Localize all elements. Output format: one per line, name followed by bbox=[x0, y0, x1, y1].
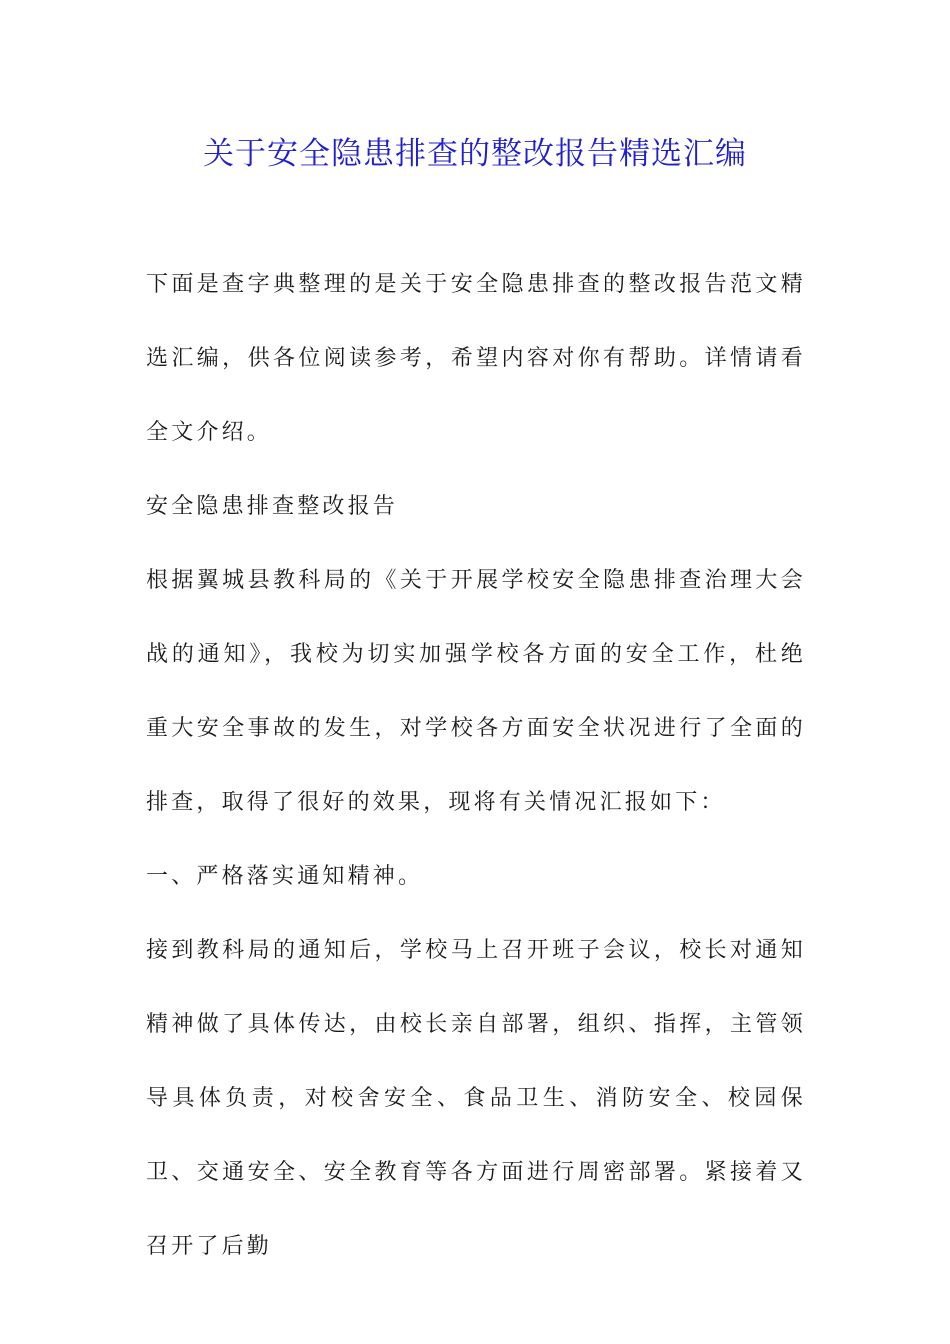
section-heading: 一、严格落实通知精神。 bbox=[146, 864, 424, 889]
document-body bbox=[146, 248, 806, 1284]
document-title: 关于安全隐患排查的整改报告精选汇编 bbox=[203, 136, 747, 172]
body-paragraph: 根据翼城县教科局的《关于开展学校安全隐患排查治理大会战的通知》，我校为切实加强学校各方面的安全工作，杜绝重大安全事故的发生，对学校各方面安全状况进行了全面的排查，取得了很好的效果，现将有关情况汇报如下： bbox=[146, 568, 806, 815]
body-paragraph: 接到教科局的通知后，学校马上召开班子会议，校长对通知精神做了具体传达，由校长亲自部署，组织、指挥，主管领导具体负责，对校舍安全、食品卫生、消防安全、校园保卫、交通安全、安全教育等各方面进行周密部署。紧接着又召开了后勤 bbox=[146, 938, 806, 1259]
section-heading: 安全隐患排查整改报告 bbox=[146, 494, 399, 519]
intro-paragraph: 下面是查字典整理的是关于安全隐患排查的整改报告范文精选汇编，供各位阅读参考，希望内容对你有帮助。详情请看全文介绍。 bbox=[146, 272, 806, 445]
